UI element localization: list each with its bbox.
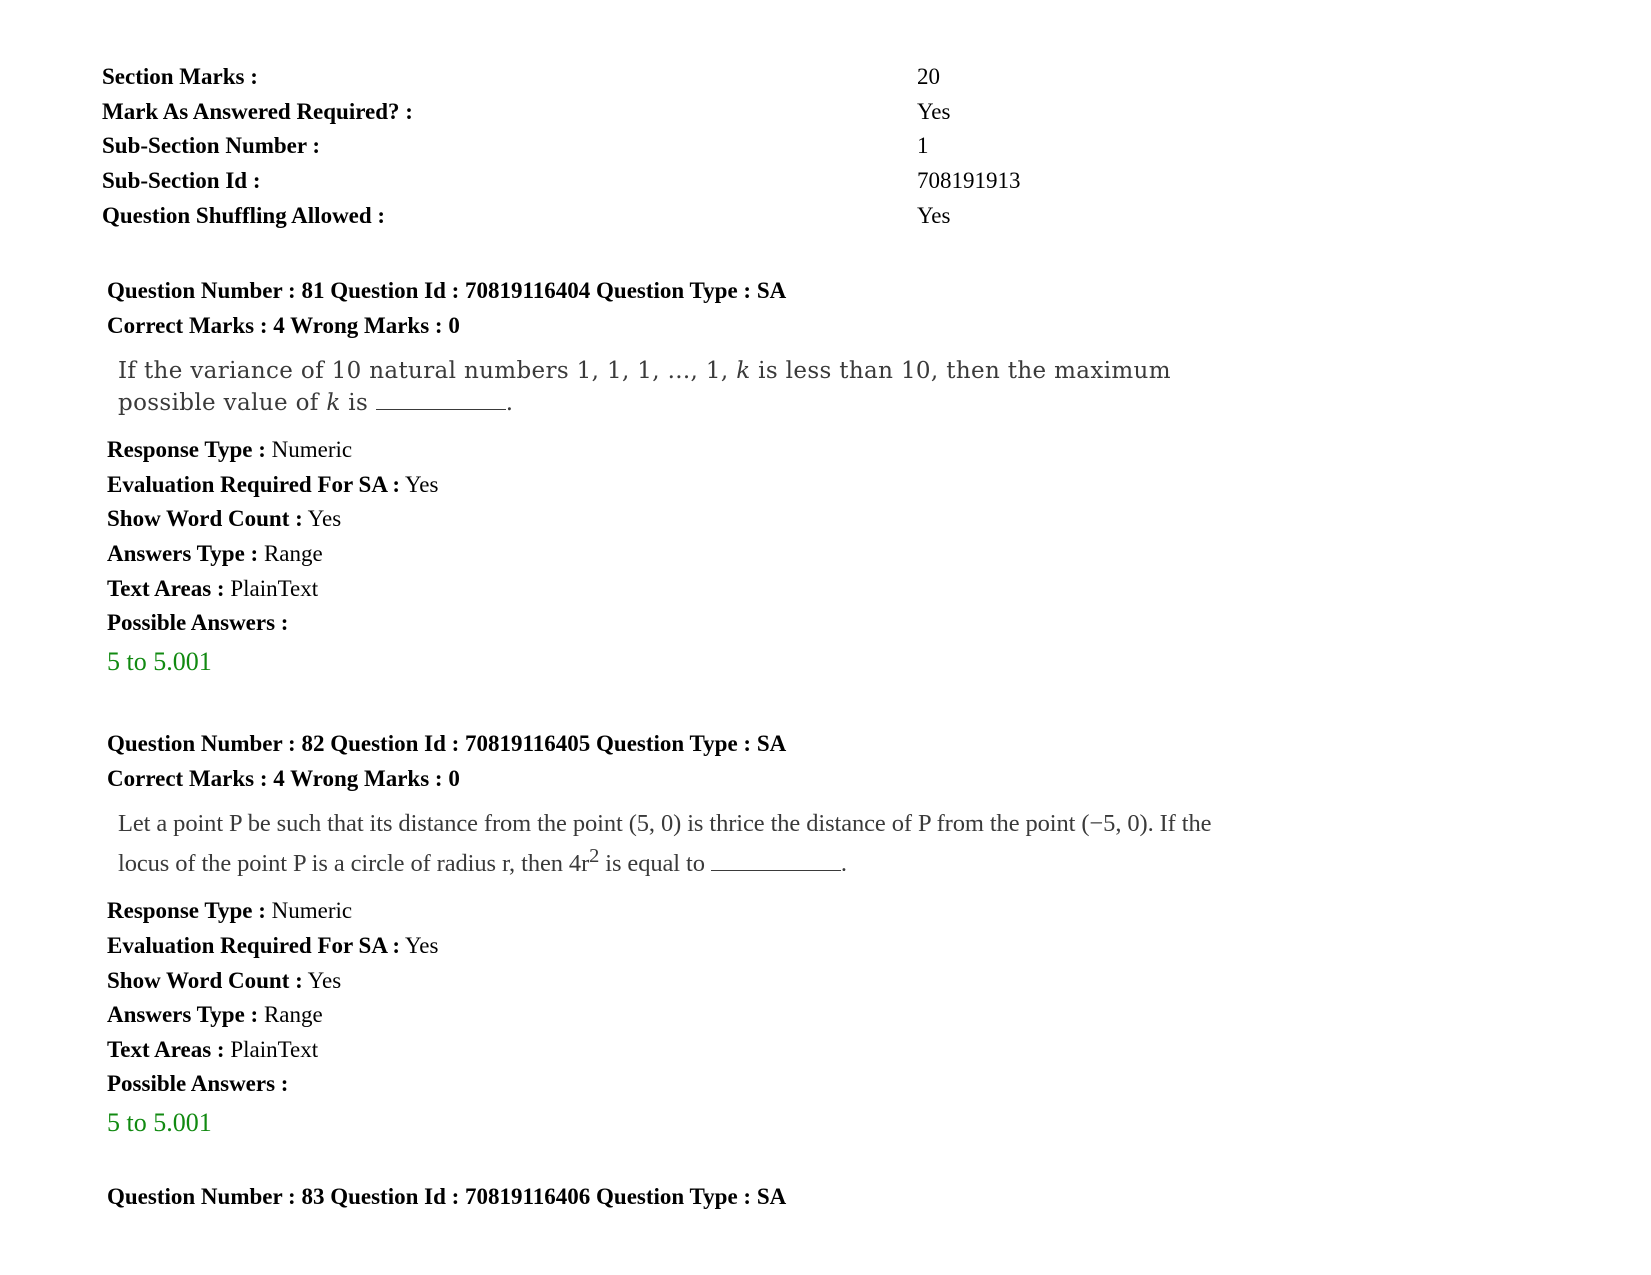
question-text-end: . [505,390,514,417]
evaluation-required: Evaluation Required For SA : Yes [107,471,439,497]
possible-answer: 5 to 5.001 [107,646,212,676]
variable-k: k [736,358,751,385]
meta-key: Question Shuffling Allowed : [102,202,386,228]
meta-key: Sub-Section Number : [102,133,321,159]
meta-value: Yes [917,98,951,124]
question-header: Question Number : 82 Question Id : 70819116405 Question Type : SA [107,731,787,756]
possible-answers-label: Possible Answers : [107,1071,289,1097]
mark-as-answered-row [102,95,1102,130]
question-83 [107,1180,1307,1215]
response-type: Response Type : Numeric [107,437,353,463]
evaluation-required: Evaluation Required For SA : Yes [107,932,439,958]
question-marks: Correct Marks : 4 Wrong Marks : 0 [107,765,460,791]
question-text [118,355,1238,419]
question-text-end: . [840,850,847,878]
section-marks-row [102,60,1102,95]
question-text-part: If the variance of 10 natural numbers 1, 1, 1, ..., 1, [118,358,737,385]
answers-type: Answers Type : Range [107,1002,323,1028]
question-header: Question Number : 83 Question Id : 70819116406 Question Type : SA [107,1184,787,1209]
question-81 [107,274,1307,681]
meta-key: Sub-Section Id : [102,168,261,194]
meta-value: Yes [917,202,951,228]
sub-section-id-row [102,164,1102,199]
question-header: Question Number : 81 Question Id : 70819116404 Question Type : SA [107,278,787,303]
question-marks: Correct Marks : 4 Wrong Marks : 0 [107,312,460,338]
question-text-part: is less than 10, then the maximum possible value of [118,358,1171,417]
answer-blank [711,850,841,871]
show-word-count: Show Word Count : Yes [107,967,342,993]
meta-key: Mark As Answered Required? : [102,98,413,124]
question-text-part: is [340,390,376,417]
question-text [118,808,1243,880]
question-shuffling-row [102,198,1102,233]
answers-type: Answers Type : Range [107,540,323,566]
response-type: Response Type : Numeric [107,898,353,924]
meta-key: Section Marks : [102,64,258,90]
meta-value: 1 [917,133,929,159]
sub-section-number-row [102,129,1102,164]
section-metadata [102,60,1102,233]
text-areas: Text Areas : PlainText [107,575,319,601]
answer-blank [376,389,506,410]
possible-answer: 5 to 5.001 [107,1107,212,1137]
possible-answers-label: Possible Answers : [107,610,289,636]
question-82 [107,727,1307,1142]
meta-value: 708191913 [917,168,1021,194]
superscript: 2 [589,845,600,868]
question-text-part: Let a point P be such that its distance from the point (5, 0) is thrice the distance of P from the point (−5, 0). If the locus of the point P is a circle of radius r, then 4r [118,810,1212,878]
question-text-part: is equal to [599,850,711,878]
text-areas: Text Areas : PlainText [107,1036,319,1062]
meta-value: 20 [917,64,940,90]
variable-k: k [326,390,341,417]
show-word-count: Show Word Count : Yes [107,506,342,532]
